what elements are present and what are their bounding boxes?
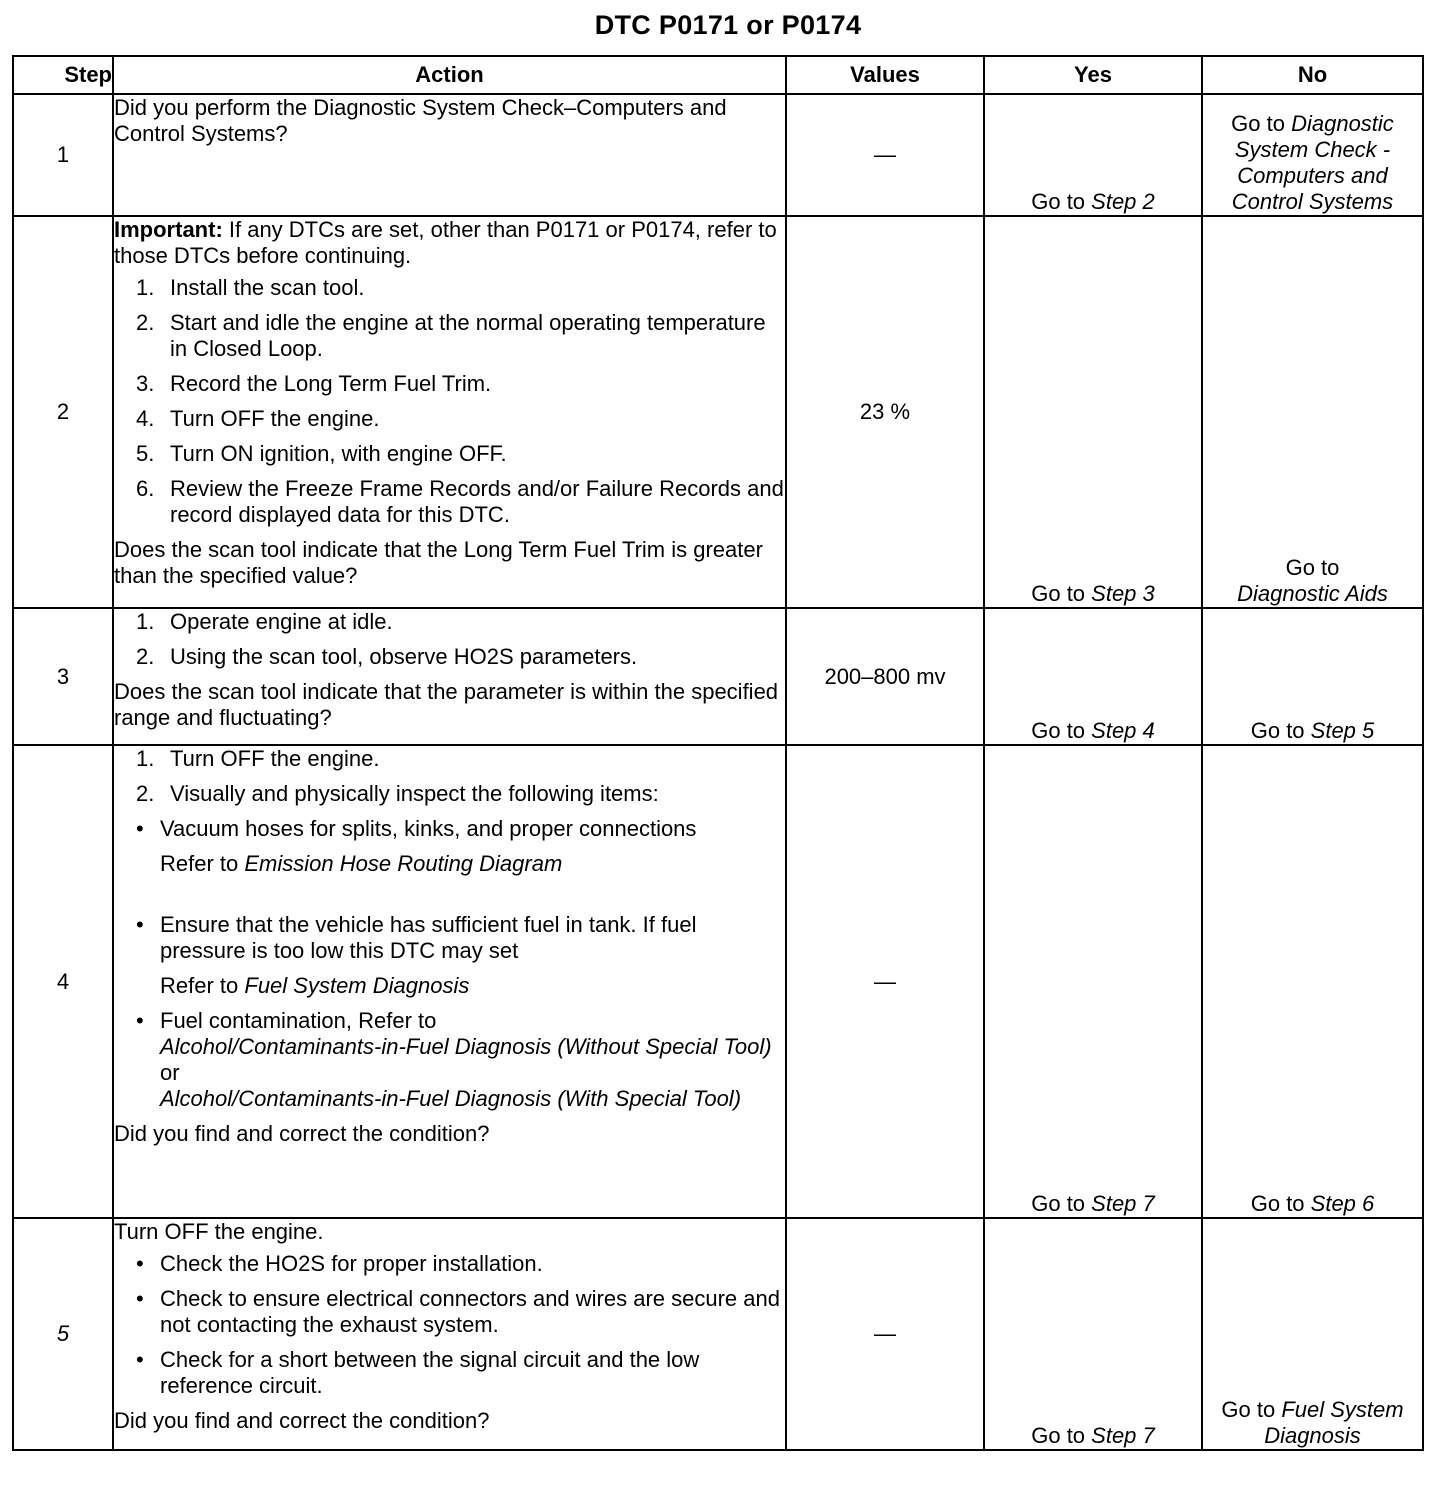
yes-cell[interactable] <box>984 1218 1202 1450</box>
value-cell: — <box>786 745 984 1218</box>
step-number: 5 <box>13 1218 113 1450</box>
list-item: 2. Start and idle the engine at the normal operating temperature in Closed Loop. <box>136 310 766 361</box>
no-cell[interactable] <box>1202 608 1423 745</box>
table-row <box>13 745 1423 1218</box>
action-cell <box>113 94 786 216</box>
bullet-item: • Check the HO2S for proper installation. <box>136 1251 543 1276</box>
no-prefix: Go to <box>1250 1191 1311 1216</box>
yes-link[interactable]: Step 7 <box>1091 1191 1155 1216</box>
step-number: 1 <box>13 94 113 216</box>
intro-text: Turn OFF the engine. <box>114 1219 324 1244</box>
question-text: Does the scan tool indicate that the parameter is within the specified range and fluctuating? <box>114 679 779 730</box>
no-link[interactable]: Step 5 <box>1310 718 1375 743</box>
table-row <box>13 608 1423 745</box>
reference-link[interactable]: Alcohol/Contaminants-in-Fuel Diagnosis (With Special Tool) <box>160 1086 742 1111</box>
important-text: If any DTCs are set, other than P0171 or P0174, refer to those DTCs before continuing. <box>114 217 777 268</box>
yes-prefix: Go to <box>1031 581 1092 606</box>
reference-link[interactable]: Alcohol/Contaminants-in-Fuel Diagnosis (Without Special Tool) <box>160 1034 772 1059</box>
header-action: Action <box>113 56 786 94</box>
bullet-item: • Check for a short between the signal circuit and the low reference circuit. <box>136 1347 700 1398</box>
list-item: 2. Visually and physically inspect the following items: <box>136 781 659 806</box>
value-cell: — <box>786 1218 984 1450</box>
yes-cell[interactable] <box>984 608 1202 745</box>
no-prefix: Go to <box>1285 555 1340 580</box>
important-note <box>114 217 785 269</box>
yes-prefix: Go to <box>1031 718 1092 743</box>
header-row <box>13 56 1423 94</box>
yes-link[interactable]: Step 4 <box>1091 718 1155 743</box>
yes-link[interactable]: Step 2 <box>1091 189 1155 214</box>
no-link[interactable]: Diagnostic System Check - Computers and Control Systems <box>1231 111 1394 214</box>
list-item: 5. Turn ON ignition, with engine OFF. <box>136 441 507 466</box>
action-cell <box>113 745 786 1218</box>
step-number: 3 <box>13 608 113 745</box>
no-cell[interactable] <box>1202 216 1423 608</box>
no-cell[interactable] <box>1202 1218 1423 1450</box>
no-prefix: Go to <box>1250 718 1311 743</box>
value-cell: 200–800 mv <box>786 608 984 745</box>
action-text: Did you perform the Diagnostic System Check–Computers and Control Systems? <box>114 95 727 146</box>
header-yes: Yes <box>984 56 1202 94</box>
yes-prefix: Go to <box>1031 1191 1092 1216</box>
table-row <box>13 216 1423 608</box>
no-cell[interactable] <box>1202 94 1423 216</box>
no-cell[interactable] <box>1202 745 1423 1218</box>
list-item: 3. Record the Long Term Fuel Trim. <box>136 371 492 396</box>
value-cell: — <box>786 94 984 216</box>
important-label: Important: <box>114 217 223 242</box>
list-item: 4. Turn OFF the engine. <box>136 406 380 431</box>
bullet-item: • Fuel contamination, Refer to Alcohol/Contaminants-in-Fuel Diagnosis (Without Special Tool) or Alcohol/Contaminants-in-Fuel Diagnosis (With Special Tool) <box>136 1008 772 1111</box>
action-cell <box>113 216 786 608</box>
reference-line: Refer to Emission Hose Routing Diagram <box>160 851 563 876</box>
no-link[interactable]: Step 6 <box>1310 1191 1375 1216</box>
step-number: 2 <box>13 216 113 608</box>
question-text: Did you find and correct the condition? <box>114 1121 490 1146</box>
header-values: Values <box>786 56 984 94</box>
table-row <box>13 94 1423 216</box>
header-step: Step <box>13 56 113 94</box>
page-title: DTC P0171 or P0174 <box>594 10 862 40</box>
bullet-item: • Vacuum hoses for splits, kinks, and proper connections <box>136 816 697 841</box>
action-cell <box>113 1218 786 1450</box>
table-row <box>13 1218 1423 1450</box>
no-prefix: Go to <box>1221 1397 1282 1422</box>
question-text: Did you find and correct the condition? <box>114 1408 490 1433</box>
list-item: 1. Turn OFF the engine. <box>136 746 380 771</box>
bullet-item: • Ensure that the vehicle has sufficient fuel in tank. If fuel pressure is too low this DTC may set <box>136 912 697 963</box>
yes-link[interactable]: Step 7 <box>1091 1423 1155 1448</box>
yes-prefix: Go to <box>1031 189 1092 214</box>
bullet-item: • Check to ensure electrical connectors and wires are secure and not contacting the exhaust system. <box>136 1286 780 1337</box>
yes-cell[interactable] <box>984 745 1202 1218</box>
question-text: Does the scan tool indicate that the Long Term Fuel Trim is greater than the specified value? <box>114 537 763 588</box>
yes-prefix: Go to <box>1031 1423 1092 1448</box>
action-cell <box>113 608 786 745</box>
list-item: 6. Review the Freeze Frame Records and/or Failure Records and record displayed data for this DTC. <box>136 476 784 527</box>
yes-cell[interactable] <box>984 216 1202 608</box>
list-item: 2. Using the scan tool, observe HO2S parameters. <box>136 644 638 669</box>
diagnostic-table <box>12 55 1424 1451</box>
no-prefix: Go to <box>1231 111 1292 136</box>
value-cell: 23 % <box>786 216 984 608</box>
list-item: 1. Install the scan tool. <box>136 275 365 300</box>
step-number: 4 <box>13 745 113 1218</box>
list-item: 1. Operate engine at idle. <box>136 609 393 634</box>
reference-link[interactable]: Fuel System Diagnosis <box>244 973 470 998</box>
reference-link[interactable]: Emission Hose Routing Diagram <box>244 851 563 876</box>
header-no: No <box>1202 56 1423 94</box>
reference-line: Refer to Fuel System Diagnosis <box>160 973 470 998</box>
no-link[interactable]: Diagnostic Aids <box>1237 581 1388 606</box>
no-link[interactable]: Fuel System Diagnosis <box>1264 1397 1404 1448</box>
yes-cell[interactable] <box>984 94 1202 216</box>
yes-link[interactable]: Step 3 <box>1091 581 1155 606</box>
